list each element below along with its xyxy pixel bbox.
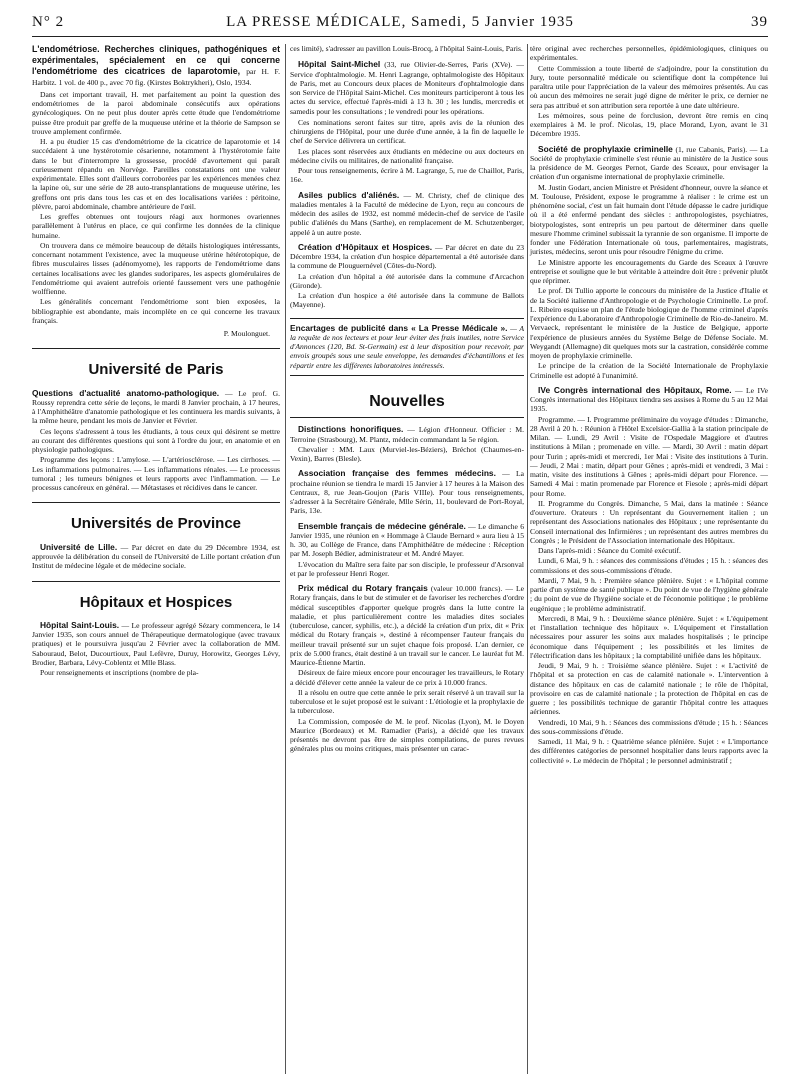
st-michel-paragraph: Ces nominations seront faites sur titre, après avis de la réunion des chirurgiens de l'Hôpital, pour une durée d'une année, à la fin de laquelle le chef de Service délivrera un certificat. <box>290 117 524 146</box>
ensemble-paragraph: Ensemble français de médecine générale. — Le dimanche 6 Janvier 1935, une réunion en « Hommage à Claude Bernard » aura lieu à 15 h. 30, au Collège de France, dans l'Amphithéâtre de médecine : Réception par M. Joseph Bédier, administrateur et M. André Mayer. <box>290 520 524 559</box>
review-paragraph: Dans cet important travail, H. met parfaitement au point la question des endométriomes de la paroi abdominale consécutifs aux opérations gynécologiques. On ne peut plus douter après cette étude que l'endométriome puisse être produit par greffe de la muqueuse utérine et la théorie de Sampson se trouve amplement confirmée. <box>32 89 280 136</box>
creation-paragraph: La création d'un hospice a été autorisée dans la commune de Ballots (Mayenne). <box>290 291 524 310</box>
review-paragraph: Les greffes obtenues ont toujours réagi aux hormones ovariennes parallèlement à l'utérus en place, ce qui confirme les données de la clinique humaine. <box>32 212 280 240</box>
page-number: 39 <box>751 14 768 30</box>
univ-paris-paragraph: Ces leçons s'adressent à tous les étudiants, à tous ceux qui désirent se mettre au courant des différentes questions qui sont à l'ordre du jour, en anatomie et en physiologie pathologiques. <box>32 426 280 455</box>
societe-paragraph: Le principe de la création de la Société Internationale de Prophylaxie Criminelle est adopté à l'unanimité. <box>530 361 768 380</box>
st-michel-paragraph: Hôpital Saint-Michel (33, rue Olivier-de-Serres, Paris (XVe). — Service d'ophtalmologie. M. Henri Lagrange, ophtalmologiste des Hôpitaux de Paris, met au Concours deux places de Moniteurs d'ophtalmologie dans son Service de l'Hôpital Saint-Michel. Ces moniteurs participeront à tous les actes du service, effectué l'après-midi à 13 h. 30 ; les lundis, mercredis et samedis pour les consultations ; le vendredi pour les opérations. <box>290 59 524 116</box>
section-title-nouvelles: Nouvelles <box>290 384 524 419</box>
univ-paris-subhead: Questions d'actualité anatomo-pathologique. <box>32 387 220 398</box>
st-michel-paragraph: Les places sont réservées aux étudiants en médecine ou aux docteurs en médecine civils ou militaires, de nationalité française. <box>290 146 524 165</box>
assoc-paragraph: Association française des femmes médecins. — La prochaine réunion se tiendra le mardi 15 Janvier à 17 heures à la Maison des Centraux, 8, rue Jean-Goujon (Paris VIIIe). Pour tous renseignements, s'adresser à la Secrétaire Générale, Mlle Sérin, 11, boulevard de Port-Royal, Paris, 13e. <box>290 468 524 516</box>
prix-paragraph: Il a résolu en outre que cette année le prix serait réservé à un travail sur la tuberculose et le sujet proposé est le suivant : L'étiologie et la prophylaxie de la tuberculose. <box>290 687 524 716</box>
congres-programme: II. Programme du Congrès. Dimanche, 5 Mai, dans la matinée : Séance d'ouverture. Orateurs : Un représentant du Gouvernement italien ; un représentant des Associations nationales des Hôpitaux ; une représentante du Conseil international des Infirmières ; un représentant des autres membres du Congrès ; le Président de l'Association internationale des Hôpitaux. <box>530 498 768 545</box>
prix-continued: Les mémoires, sous peine de forclusion, devront être remis en cinq exemplaires à M. le prof. Nicolas, 19, place Morand, Lyon, avant le 31 Décembre 1935. <box>530 110 768 139</box>
creation-paragraph: La création d'un hôpital a été autorisée dans la commune d'Arcachon (Gironde). <box>290 271 524 290</box>
column-divider <box>285 44 286 1074</box>
congres-programme: Programme. — I. Programme préliminaire du voyage d'études : Dimanche, 28 Avril à 20 h. : Réunion à l'Hôtel Excelsior-Gallia à la station principale de Milan. — Lundi, 29 Avril : Visite de l'Ospedale Maggiore et d'autres institutions à Milan ; promenade en ville. — Mardi, 30 Avril : matin départ pour Turin ; après-midi et mercredi, 1er Mai : Visite des institutions à Turin. — Jeudi, 2 Mai : matin, départ pour Gênes ; après-midi et vendredi, 3 Mai : matin, visite des institutions à Gênes ; après-midi départ pour Florence. — Samedi 4 Mai : matin promenade par Florence et Fiesole ; après-midi départ pour Rome. <box>530 414 768 498</box>
page-header <box>32 14 768 36</box>
societe-paragraph: M. Justin Godart, ancien Ministre et Président d'honneur, ouvre la séance et M. Toulouse, Président, expose le programme à réaliser : le crime est un phénomène social, c'est un fait humain dont l'étude dépasse le cadre juridique où il a été enfermé pendant des siècles : anthropologistes, psychiatres, biotypologistes, sont entrepris un peu partout de déterminer dans quelle mesure l'homme criminel subissait la tyrannie de son organisme. Il importe de fonder une Fédération Internationale où tous, parlementaires, magistrats, juristes, médecins, seront unis pour résoudre l'énigme du crime. <box>530 182 768 257</box>
congres-programme: Dans l'après-midi : Séance du Comité exécutif. <box>538 546 681 555</box>
journal-title: LA PRESSE MÉDICALE, Samedi, 5 Janvier 1935 <box>226 14 574 30</box>
section-title-universite-paris: Université de Paris <box>32 348 280 379</box>
st-louis-continued: ces limité), s'adresser au pavillon Louis-Brocq, à l'hôpital Saint-Louis, Paris. <box>290 44 523 53</box>
congres-programme: Mercredi, 8 Mai, 9 h. : Deuxième séance plénière. Sujet : « L'équipement et l'installation technique des hôpitaux ». L'équipement et l'installation nécessaires pour assurer les soins aux malades hospitalisés ; le principe économique dans l'équipement ; les possibilités et les limites de l'électrification dans les hôpitaux ; la comptabilité unifiée dans les hôpitaux. <box>530 613 768 660</box>
univ-lille-head: Université de Lille. <box>40 541 118 552</box>
encartage-text: — A la requête de nos lecteurs et pour leur éviter des frais inutiles, notre Service d'Annonces (120, Bd. St-Germain) est à leur disposition pour recevoir, par envois groupés sous une seule enveloppe, les demandes d'échantillons et les répartir entre les différents laboratoires intéressés. <box>290 323 525 370</box>
congres-programme: Mardi, 7 Mai, 9 h. : Première séance plénière. Sujet : « L'hôpital comme partie d'un système de santé publique ». Du point de vue de l'hygiène générale ; du point de vue de l'hygiène sociale et de l'économie politique ; le problème eugénique ; le problème administratif. <box>530 575 768 613</box>
asiles-head: Asiles publics d'aliénés. <box>298 189 400 200</box>
creation-paragraph: Création d'Hôpitaux et Hospices. — Par décret en date du 23 Décembre 1934, la création d'un hospice départemental a été autorisée dans la commune de Plouguernével (Côtes-du-Nord). <box>290 241 524 271</box>
congres-paragraph: IVe Congrès international des Hôpitaux, Rome. — Le IVe Congrès international des Hôpitaux tiendra ses assises à Rome du 5 au 12 Mai 1935. <box>530 384 768 414</box>
prix-paragraph: Désireux de faire mieux encore pour encourager les travailleurs, le Rotary a décidé d'élever cette année la valeur de ce prix à 10.000 francs. <box>290 668 524 687</box>
distinctions-head: Distinctions honorifiques. <box>298 424 404 435</box>
st-michel-paragraph: Pour tous renseignements, écrire à M. Lagrange, 5, rue de Chaillot, Paris, 16e. <box>290 166 524 185</box>
section-title-hopitaux: Hôpitaux et Hospices <box>32 581 280 612</box>
column-1 <box>32 44 280 678</box>
issue-number: N° 2 <box>32 14 65 30</box>
prix-continued: Cette Commission a toute liberté de s'adjoindre, pour la constitution du Jury, toute personnalité médicale ou scientifique dont la compétence lui paraîtra utile pour l'appréciation de la valeur des mémoires présentés. Au cas où aucun des mémoires ne serait jugé digne de mériter le prix, ce dernier ne sera pas attribué et son attribution sera reportée à une date ultérieure. <box>530 63 768 110</box>
prix-paragraph: Prix médical du Rotary français (valeur 10.000 francs). — Le Rotary français, dans le but de stimuler et de favoriser les recherches d'ordre médical susceptibles d'apporter quelque progrès dans la lutte contre la maladie, et plus particulièrement contre les maladies dites sociales (tuberculose, cancer, syphilis, etc.), a décidé la création d'un prix, dit « Prix médical du Rotary français », destiné à récompenser l'auteur français du meilleur travail présenté sur un sujet chaque fois proposé. L'an dernier, ce prix de 5.000 francs, était destiné à un travail sur le cancer. Le lauréat fut M. Maurice-Étienne Martin. <box>290 583 524 668</box>
univ-paris-paragraph: Questions d'actualité anatomo-pathologique. — Le prof. G. Roussy reprendra cette série de leçons, le mardi 8 Janvier prochain, à 17 heures, à l'Amphithéâtre d'anatomie pathologique et les continuera les mardis suivants, à la même heure, pendant les mois de Janvier et Février. <box>32 387 280 426</box>
review-title: L'endométriose. Recherches cliniques, pathogéniques et expérimentales, spécialement en ce qui concerne l'endométriome des cicatrices de laparotomie, par H. F. Harbitz. 1 vol. de 400 p., avec 70 fig. (Kirstes Boktrykheri), Oslo, 1934. <box>32 44 281 87</box>
st-louis-paragraph: Hôpital Saint-Louis. — Le professeur agrégé Sézary commencera, le 14 Janvier 1935, son cours annuel de Thérapeutique dermatologique (avec travaux pratiques) et le poursuivra jusqu'au 2 Février avec la collaboration de MM. Sabouraud, Belot, Ducourtioux, Paul Lefèvre, Duruy, Horowitz, Georges Lévy, Brodier, Barbara, Lévy-Coblentz et Mlle Blass. <box>32 619 280 667</box>
review-paragraph: H. a pu étudier 15 cas d'endométriome de la cicatrice de laparotomie et 14 succédaient à une hystérotomie césarienne, notamment à l'hystérotomie faite dans le but d'interrompre la grossesse, procédé d'avortement qui paraît curieusement répandu en Norvège. Pareilles constatations ont une valeur expérimentale. Elles sont d'ailleurs corroborées par les expériences menées chez la lapine où, sur une série de 28 auto-transplantations de muqueuse utérine, les greffons ont pris dans tous les cas et en des localisations variées : péritoine, plèvre, paroi abdominale, chambre antérieure de l'œil. <box>32 137 280 211</box>
header-rule <box>32 36 768 37</box>
ensemble-paragraph: L'évocation du Maître sera faite par son disciple, le professeur d'Arsonval et par le professeur Henri Roger. <box>290 559 524 578</box>
societe-head: Société de prophylaxie criminelle <box>538 143 673 154</box>
encartage-box <box>290 318 524 376</box>
section-title-universites-province: Universités de Province <box>32 502 280 533</box>
congres-programme: Lundi, 6 Mai, 9 h. : séances des commissions d'études ; 15 h. : séances des commissions et des sous-commissions d'étude. <box>530 556 768 575</box>
creation-head: Création d'Hôpitaux et Hospices. <box>298 241 433 252</box>
distinctions-paragraph: Distinctions honorifiques. — Légion d'Honneur. Officier : M. Terroine (Strasbourg), M. Plantz, médecin commandant la 5e région. <box>290 424 524 444</box>
st-michel-head: Hôpital Saint-Michel <box>298 59 381 70</box>
review-paragraph: Les généralités concernant l'endométriome sont bien exposées, la bibliographie est abondante, mais incomplète en ce qui concerne les travaux français. <box>32 297 280 325</box>
column-divider <box>527 44 528 1074</box>
st-louis-head: Hôpital Saint-Louis. <box>40 619 120 630</box>
societe-paragraph: Le Ministre apporte les encouragements du Garde des Sceaux à l'œuvre entreprise et souligne que le but véritable à atteindre doit être : prévenir plutôt que réprimer. <box>530 257 768 285</box>
review-reference: par H. F. Harbitz. 1 vol. de 400 p., avec 70 fig. (Kirstes Boktrykheri), Oslo, 1934. <box>32 66 281 87</box>
assoc-head: Association française des femmes médecins. <box>298 468 496 479</box>
congres-programme: Vendredi, 10 Mai, 9 h. : Séances des commissions d'étude ; 15 h. : Séances des sous-commissions d'étude. <box>530 717 768 736</box>
congres-head: IVe Congrès international des Hôpitaux, Rome. <box>538 384 732 395</box>
review-signature: P. Moulonguet. <box>223 329 270 339</box>
column-3 <box>530 44 768 766</box>
univ-lille-paragraph: Université de Lille. — Par décret en date du 29 Décembre 1934, est approuvée la délibération du conseil de l'Université de Lille portant création d'un Institut de médecine légale et de médecine sociale. <box>32 541 280 571</box>
societe-paragraph: Société de prophylaxie criminelle (1, rue Cabanis, Paris). — La Société de prophylaxie criminelle s'est réunie au ministère de la Justice sous la présidence de M. Georges Pernot, Garde des Sceaux, pour envisager la création d'un organisme international de prophylaxie criminelle. <box>530 143 769 182</box>
asiles-paragraph: Asiles publics d'aliénés. — M. Christy, chef de clinique des maladies mentales à la Faculté de médecine de Lyon, reçu au concours de médecin des asiles de 1932, est nommé médecin-chef de service de l'asile public d'aliénés du Mans (Sarthe), en remplacement de M. Schutzenberger, appelé à un autre poste. <box>290 189 524 237</box>
prix-paragraph: La Commission, composée de M. le prof. Nicolas (Lyon), M. le Doyen Maurice (Bordeaux) et M. Ramadier (Paris), a décidé que les travaux présentés ne devront pas être de simples compilations, de pures revues générales plus ou moins critiques, mais présenter un carac- <box>290 716 524 754</box>
encartage-head: Encartages de publicité dans « La Presse Médicale ». <box>290 322 508 333</box>
congres-programme: Samedi, 11 Mai, 9 h. : Quatrième séance plénière. Sujet : « L'importance des différentes catégories de personnel hospitalier dans leurs rapports avec la collectivité ». Le médecin de l'hôpital ; le personnel administratif ; <box>530 737 768 765</box>
prix-continued: tère original avec recherches personnelles, épidémiologiques, cliniques ou expérimentales. <box>530 44 768 63</box>
review-paragraph: On trouvera dans ce mémoire beaucoup de détails histologiques intéressants, concernant notamment l'existence, avec la muqueuse utérine hétérotopique, de fibres musculaires lisses (adénomyome), les rapports de l'endométriome dans certaines localisations avec les glandes sudoripares, les aspects glomérulaires de l'endométriome qui avaient autrefois orienté faussement vers une pathogénie wolffienne. <box>32 240 280 297</box>
ensemble-head: Ensemble français de médecine générale. <box>298 520 466 531</box>
prix-head: Prix médical du Rotary français <box>298 583 428 594</box>
column-2 <box>290 44 524 755</box>
univ-paris-programme: Programme des leçons : L'amylose. — L'artériosclérose. — Les cirrhoses. — Les inflammations pulmonaires. — Les inflammations rénales. — Le processus tumoral ; les tumeurs bénignes et leurs rapports avec l'inflammation. — Le processus cancéreux en général. — Métastases et récidives dans le cancer. <box>32 455 280 493</box>
st-louis-paragraph: Pour renseignements et inscriptions (nombre de pla- <box>40 668 199 678</box>
congres-programme: Jeudi, 9 Mai, 9 h. : Troisième séance plénière. Sujet : « L'activité de l'hôpital et sa protection en cas de calamité nationale ». L'intervention à distance des hôpitaux en cas de calamité nationale ; le rôle de l'hôpital, provisoire en cas de calamité nationale ; la protection de l'hôpital en cas de guerre ; les possibilités technique de garantir l'hôpital contre les attaques aériennes. <box>530 661 768 717</box>
societe-paragraph: Le prof. Di Tullio apporte le concours du ministère de la Justice d'Italie et de la Société italienne d'Anthropologie et de Psychologie Criminelle. Le prof. L. Ribeiro esquisse un plan de l'étude biologique de l'homme criminel d'après l'expérience du Laboratoire d'Anthropologie Criminelle de Rio-de-Janeiro. M. Vervaeck, représentant le ministère de la Justice de Belgique, apporte l'expérience de plusieurs années du Système Belge de Défense Sociale. M. Weygandt (Allemagne) dit quelques mots sur la castration, considérée comme moyen de prophylaxie criminelle. <box>530 286 768 360</box>
distinctions-paragraph: Chevalier : MM. Laux (Murviel-les-Béziers), Bréchot (Chaumes-en-Vexin), Barres (Blesle). <box>290 444 524 464</box>
